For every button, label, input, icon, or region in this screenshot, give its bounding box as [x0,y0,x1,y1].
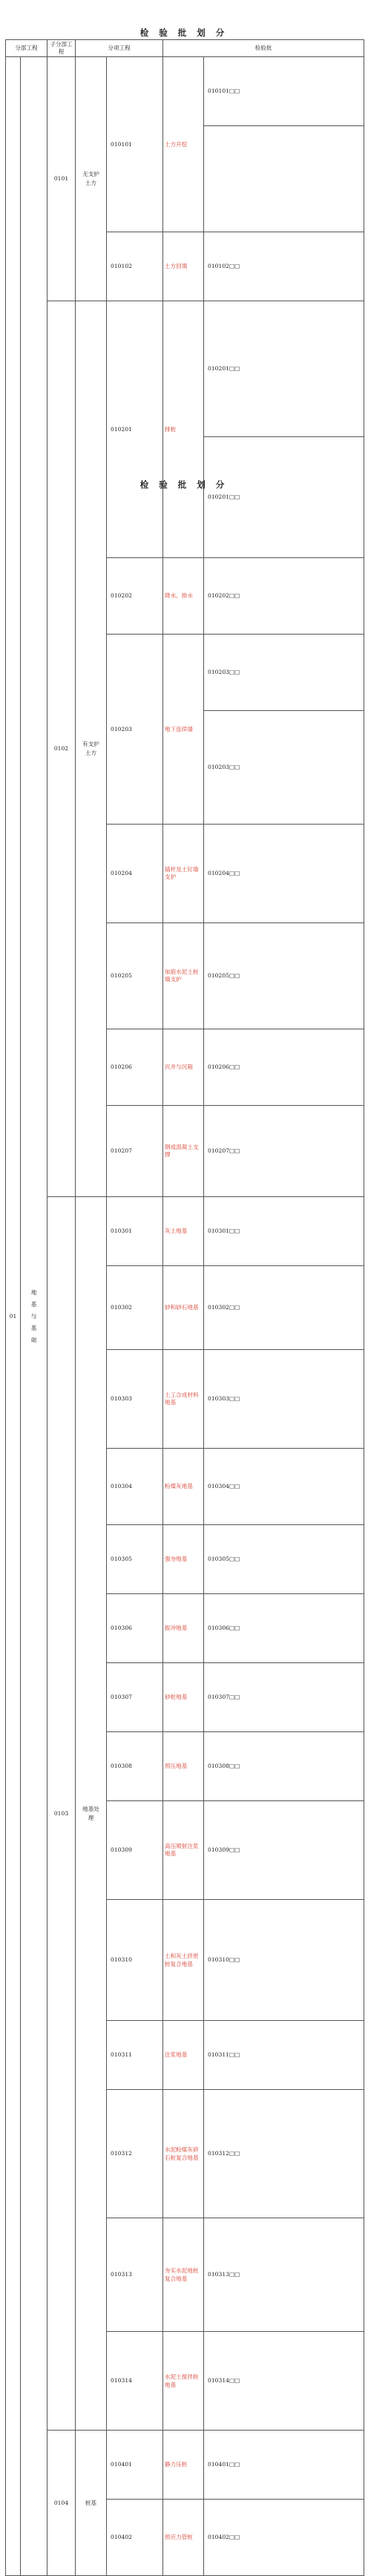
batch-code: 010401□□ [204,2431,364,2500]
item-code: 010309 [107,1801,163,1900]
item-code: 010308 [107,1732,163,1801]
item-code: 010307 [107,1663,163,1732]
header-subdivision: 子分部工程 [47,40,76,57]
item-code: 010101 [107,57,163,232]
table-row [6,57,364,126]
item-name: 灰土地基 [163,1197,204,1266]
header-item: 分项工程 [76,40,163,57]
batch-code: 010311□□ [204,2021,364,2090]
table-row [6,2431,364,2500]
item-name: 粉煤灰地基 [163,1449,204,1525]
item-code: 010314 [107,2332,163,2431]
batch-code: 010101□□ [204,57,364,126]
item-name: 地下连续墙 [163,635,204,825]
batch-code: 010301□□ [204,1197,364,1266]
inspection-batch-table [5,39,364,2576]
item-name: 高压喷射注浆地基 [163,1801,204,1900]
page-title: 检 验 批 划 分 [139,27,229,38]
batch-code: 010307□□ [204,1663,364,1732]
batch-code: 010202□□ [204,558,364,635]
item-name: 沉井与沉箱 [163,1029,204,1106]
item-code: 010205 [107,923,163,1029]
item-code: 010313 [107,2218,163,2332]
item-name: 排桩 [163,301,204,558]
item-code: 010301 [107,1197,163,1266]
batch-code: 010204□□ [204,825,364,923]
batch-code: 010203□□ [204,635,364,711]
item-code: 010312 [107,2090,163,2218]
batch-code: 010203□□ [204,711,364,825]
header-batch: 检验批 [163,40,364,57]
item-name: 振冲地基 [163,1594,204,1663]
subdivision-name: 无支护 土方 [76,57,107,301]
subdivision-code: 0101 [47,57,76,301]
header-division: 分部工程 [6,40,47,57]
item-code: 010304 [107,1449,163,1525]
item-code: 010102 [107,232,163,301]
batch-code: 010205□□ [204,923,364,1029]
item-code: 010401 [107,2431,163,2500]
item-name: 加筋水泥土桩墙支护 [163,923,204,1029]
subdivision-code: 0103 [47,1197,76,2431]
item-name: 水泥土搅拌桩地基 [163,2332,204,2431]
item-code: 010202 [107,558,163,635]
item-name: 土方回填 [163,232,204,301]
batch-code: 010302□□ [204,1266,364,1350]
item-name: 降水、排水 [163,558,204,635]
batch-code: 010304□□ [204,1449,364,1525]
batch-code: 010207□□ [204,1106,364,1197]
subdivision-name: 地基处 理 [76,1197,107,2431]
header-row [6,40,364,57]
batch-code: 010305□□ [204,1525,364,1594]
batch-code: 010206□□ [204,1029,364,1106]
item-name: 预应力管桩 [163,2500,204,2576]
batch-code: 010313□□ [204,2218,364,2332]
item-name: 夯实水泥地桩复合地基 [163,2218,204,2332]
item-name: 土和灰土挤密桩复合地基 [163,1900,204,2021]
batch-code [204,126,364,232]
table-row [6,301,364,437]
item-name: 土方开挖 [163,57,204,232]
batch-code: 010201□□ [204,437,364,558]
division-name: 地 基 与 基 础 [21,57,47,2576]
item-code: 010207 [107,1106,163,1197]
batch-code: 010312□□ [204,2090,364,2218]
subdivision-code: 0104 [47,2431,76,2576]
item-code: 010402 [107,2500,163,2576]
item-code: 010306 [107,1594,163,1663]
batch-code: 010310□□ [204,1900,364,2021]
item-name: 水泥粉煤灰碎石桩复合地基 [163,2090,204,2218]
batch-code: 010201□□ [204,301,364,437]
batch-code: 010306□□ [204,1594,364,1663]
division-code: 01 [6,57,21,2576]
batch-code: 010309□□ [204,1801,364,1900]
item-code: 010310 [107,1900,163,2021]
item-name: 静力压桩 [163,2431,204,2500]
batch-code: 010402□□ [204,2500,364,2576]
subdivision-name: 有支护 土方 [76,301,107,1197]
item-code: 010302 [107,1266,163,1350]
page-title-repeat: 检 验 批 划 分 [139,479,229,490]
item-name: 砂桩地基 [163,1663,204,1732]
item-code: 010305 [107,1525,163,1594]
item-code: 010203 [107,635,163,825]
batch-code: 010314□□ [204,2332,364,2431]
item-name: 土工合成材料地基 [163,1350,204,1449]
table-row [6,1197,364,1266]
batch-code: 010303□□ [204,1350,364,1449]
item-name: 锚杆及土钉墙支护 [163,825,204,923]
item-name: 预压地基 [163,1732,204,1801]
batch-code: 010102□□ [204,232,364,301]
item-code: 010201 [107,301,163,558]
item-name: 强夯地基 [163,1525,204,1594]
batch-code: 010308□□ [204,1732,364,1801]
item-code: 010204 [107,825,163,923]
item-code: 010303 [107,1350,163,1449]
subdivision-name: 桩基 [76,2431,107,2576]
item-name: 注浆地基 [163,2021,204,2090]
item-code: 010311 [107,2021,163,2090]
item-code: 010206 [107,1029,163,1106]
subdivision-code: 0102 [47,301,76,1197]
item-name: 砂和砂石地基 [163,1266,204,1350]
item-name: 钢或混凝土支撑 [163,1106,204,1197]
